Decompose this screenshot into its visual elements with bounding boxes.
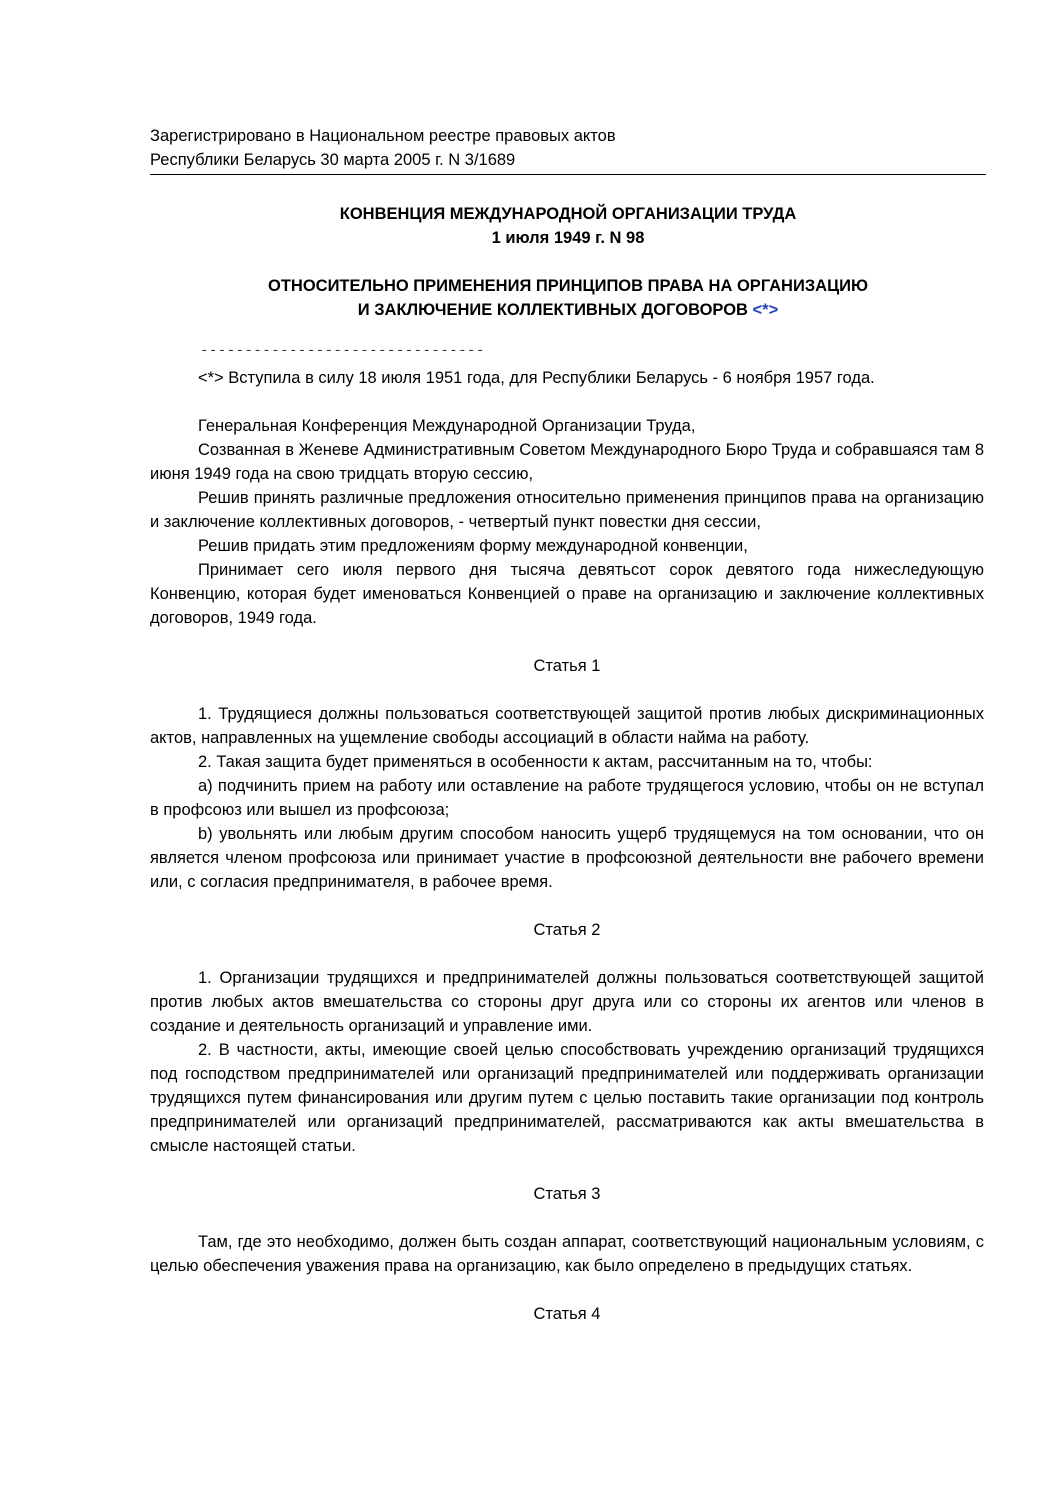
subtitle-line-2-text: И ЗАКЛЮЧЕНИЕ КОЛЛЕКТИВНЫХ ДОГОВОРОВ: [357, 301, 748, 319]
article-1-paragraph: 2. Такая защита будет применяться в особенности к актам, рассчитанным на то, чтобы:: [198, 753, 873, 771]
preamble-paragraph: Созванная в Женеве Административным Советом Международного Бюро Труда и собравшаяся там 8 июня 1949 года на свою тридцать вторую сессию,: [150, 441, 984, 483]
article-heading-1: Статья 1: [533, 657, 601, 675]
article-heading-4: Статья 4: [533, 1305, 601, 1323]
article-2-paragraph: 2. В частности, акты, имеющие своей целью способствовать учреждению организаций трудящихся под господством предпринимателей или организаций предпринимателей или поддерживать организации трудящихся путем финансирования или другим путем с целью поставить такие организации под контроль предпринимателей или организаций предпринимателей, рассматриваются как акты вмешательства в смысле настоящей статьи.: [150, 1041, 984, 1155]
preamble-paragraph: Решив принять различные предложения относительно применения принципов права на организацию и заключение коллективных договоров, - четвертый пункт повестки дня сессии,: [150, 489, 984, 531]
document-body: [150, 366, 984, 1326]
preamble-paragraph: Принимает сего июля первого дня тысяча девятьсот сорок девятого года нижеследующую Конвенцию, которая будет именоваться Конвенцией о праве на организацию и заключение коллективных договоров, 1949 года.: [150, 561, 984, 627]
article-3-paragraph: Там, где это необходимо, должен быть создан аппарат, соответствующий национальным условиям, с целью обеспечения уважения права на организацию, как было определено в предыдущих статьях.: [150, 1233, 984, 1275]
article-1-paragraph: a) подчинить прием на работу или оставление на работе трудящегося условию, чтобы он не вступал в профсоюз или вышел из профсоюза;: [150, 777, 984, 819]
footnote-separator: --------------------------------: [200, 343, 485, 359]
document-title: [150, 202, 986, 322]
registration-header: [150, 124, 986, 175]
registration-line-1: Зарегистрировано в Национальном реестре правовых актов: [150, 127, 616, 145]
title-date-line: 1 июля 1949 г. N 98: [491, 229, 645, 247]
subtitle-line-1: ОТНОСИТЕЛЬНО ПРИМЕНЕНИЯ ПРИНЦИПОВ ПРАВА НА ОРГАНИЗАЦИЮ: [267, 277, 869, 295]
preamble-paragraph: Генеральная Конференция Международной Организации Труда,: [198, 417, 696, 435]
footnote-reference-link[interactable]: <*>: [752, 301, 779, 319]
article-heading-3: Статья 3: [533, 1185, 601, 1203]
article-1-paragraph: b) увольнять или любым другим способом наносить ущерб трудящемуся на том основании, что он является членом профсоюза или принимает участие в профсоюзной деятельности вне рабочего времени или, с согласия предпринимателя, в рабочее время.: [150, 825, 984, 891]
registration-line-2: Республики Беларусь 30 марта 2005 г. N 3/1689: [150, 151, 516, 169]
article-heading-2: Статья 2: [533, 921, 601, 939]
footnote-text: <*> Вступила в силу 18 июля 1951 года, для Республики Беларусь - 6 ноября 1957 года.: [198, 369, 875, 387]
preamble-paragraph: Решив придать этим предложениям форму международной конвенции,: [198, 537, 748, 555]
article-1-paragraph: 1. Трудящиеся должны пользоваться соответствующей защитой против любых дискриминационных актов, направленных на ущемление свободы ассоциаций в области найма на работу.: [150, 705, 984, 747]
article-2-paragraph: 1. Организации трудящихся и предпринимателей должны пользоваться соответствующей защитой против любых актов вмешательства со стороны друг друга или со стороны их агентов или членов в создание и деятельность организаций и управление ими.: [150, 969, 984, 1035]
subtitle-line-2: [150, 298, 986, 322]
title-line-1: КОНВЕНЦИЯ МЕЖДУНАРОДНОЙ ОРГАНИЗАЦИИ ТРУДА: [339, 205, 797, 223]
